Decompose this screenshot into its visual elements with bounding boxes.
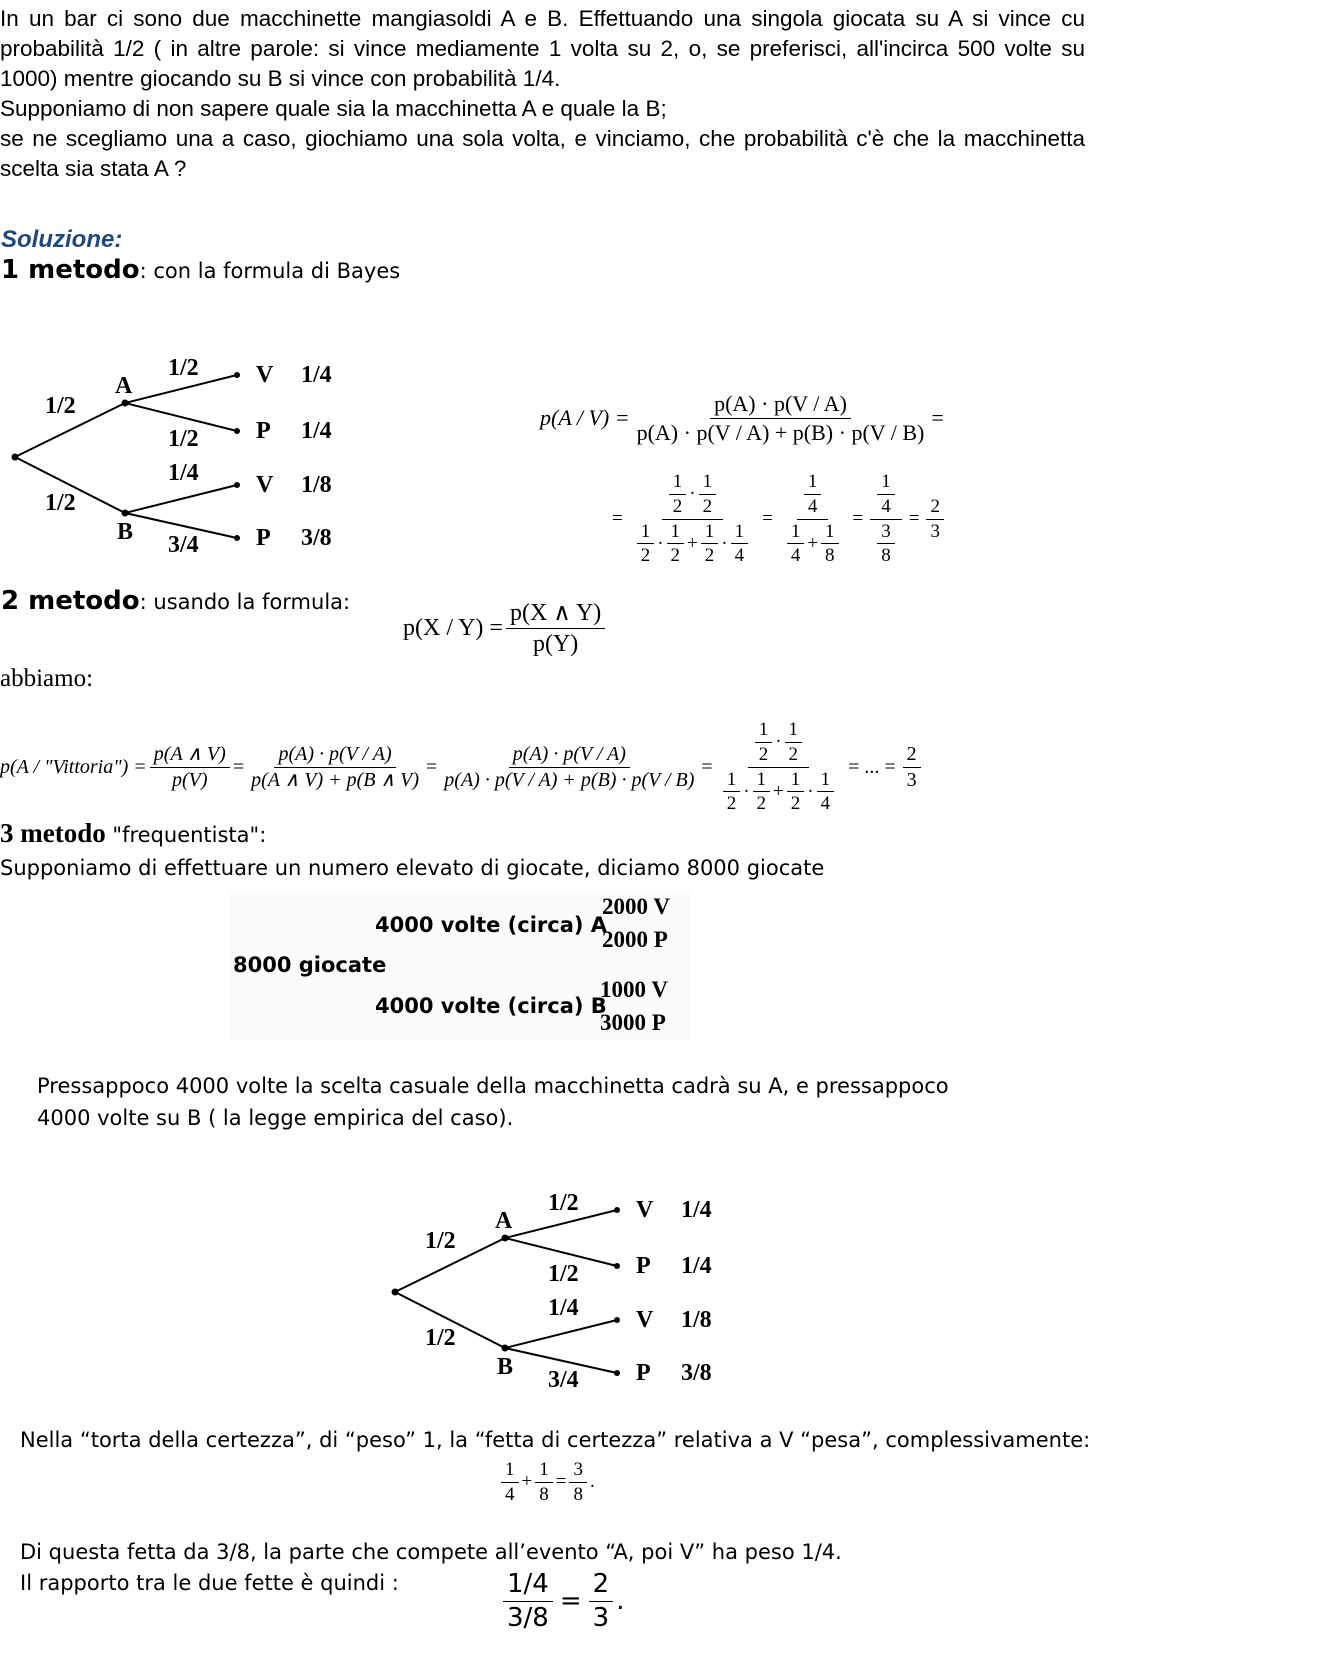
- ratio-numerator: 1/4: [503, 1568, 553, 1602]
- problem-paragraph: Supponiamo di non sapere quale sia la macchinetta A e quale la B;: [0, 96, 667, 121]
- outcome-prob: 1/8: [301, 472, 332, 498]
- digit: 2: [790, 793, 801, 815]
- calc-numerator: [662, 470, 723, 520]
- digit: 2: [702, 495, 713, 517]
- outcome-label: P: [636, 1253, 651, 1279]
- method2-title: 2 metodo: [1, 586, 140, 616]
- result-denominator: 3: [592, 1602, 610, 1633]
- digit: 1: [877, 470, 895, 495]
- digit: 1: [501, 1458, 519, 1483]
- equals-sign: =: [931, 405, 944, 430]
- digit: 8: [825, 545, 835, 567]
- method1-heading: [1, 255, 400, 285]
- method3-title: 3 metodo: [0, 818, 106, 848]
- final-ratio: [500, 1568, 624, 1634]
- digit: 8: [881, 545, 891, 567]
- method1-subtitle: : con la formula di Bayes: [139, 259, 401, 283]
- digit: 2: [640, 545, 651, 567]
- calc-numerator: p(A) · p(V / A): [509, 742, 630, 768]
- plus: +: [773, 780, 784, 802]
- outcome-label: P: [256, 525, 271, 551]
- slice-sum: [498, 1458, 595, 1507]
- digit: 4: [790, 545, 801, 567]
- branch-prob: 1/4: [168, 460, 199, 486]
- digit: 1: [535, 1458, 553, 1483]
- outcome-prob: 3/8: [681, 1360, 712, 1386]
- method2-subtitle: : usando la formula:: [139, 590, 351, 614]
- explanation-paragraph: Il rapporto tra le due fette è quindi :: [20, 1571, 399, 1595]
- outcome-prob: 3/8: [301, 525, 332, 551]
- ratio-denominator: 3/8: [507, 1602, 549, 1633]
- problem-statement: [0, 4, 1085, 184]
- calc-fraction: [440, 742, 698, 793]
- digit: 8: [539, 1483, 549, 1505]
- branch-prob: 1/4: [548, 1295, 579, 1321]
- equals-sign: =: [701, 755, 713, 778]
- digit: 2: [926, 495, 944, 520]
- calc-denominator: [630, 520, 755, 569]
- a-losses: 2000 P: [602, 927, 668, 952]
- dot: ·: [657, 532, 664, 554]
- plus: +: [687, 532, 698, 554]
- frequency-table: [230, 890, 690, 1040]
- bayes-fraction: [633, 390, 929, 446]
- formula-numerator: p(X ∧ Y): [506, 598, 605, 629]
- digit: 2: [704, 545, 715, 567]
- result-fraction: [926, 495, 944, 544]
- calc-denominator: p(V): [172, 768, 208, 791]
- outcome-label: V: [636, 1197, 654, 1223]
- digit: 8: [573, 1483, 583, 1505]
- digit: 2: [903, 742, 921, 768]
- digit: 4: [820, 793, 831, 815]
- calc-lhs: p(A / "Vittoria") =: [0, 755, 147, 778]
- equals-sign: =: [908, 508, 920, 529]
- method2-calculation: [0, 718, 924, 816]
- total-plays: 8000 giocate: [233, 953, 387, 977]
- bayes-calculation: [608, 470, 947, 568]
- dot: ·: [775, 731, 782, 753]
- node-label: B: [117, 519, 134, 545]
- digit: 1: [753, 768, 771, 793]
- branch-prob: 3/4: [168, 532, 199, 558]
- b-wins: 1000 V: [600, 977, 668, 1002]
- digit: 1: [787, 768, 805, 793]
- digit: 2: [788, 743, 799, 765]
- branch-prob: 1/2: [425, 1325, 456, 1351]
- node-label: A: [495, 1208, 513, 1234]
- bayes-formula: [540, 390, 944, 446]
- calc-fraction: [870, 470, 902, 568]
- bayes-lhs: p(A / V) =: [540, 405, 630, 430]
- calc-fraction: [630, 470, 755, 568]
- method3-subtitle: "frequentista":: [105, 823, 267, 847]
- equals-sign: =: [762, 508, 773, 529]
- digit: 4: [881, 495, 891, 517]
- explanation-paragraph: Di questa fetta da 3/8, la parte che compete all’evento “A, poi V” ha peso 1/4.: [20, 1540, 842, 1564]
- conditional-formula: [403, 598, 608, 659]
- digit: 1: [755, 718, 773, 743]
- digit: 4: [807, 495, 818, 517]
- node-label: B: [497, 1354, 514, 1380]
- solution-heading: Soluzione:: [1, 226, 123, 253]
- dot: ·: [721, 532, 728, 554]
- bayes-denominator: p(A) · p(V / A) + p(B) · p(V / B): [636, 419, 925, 445]
- branch-prob: 3/4: [548, 1367, 579, 1393]
- explanation-paragraph: Pressappoco 4000 volte la scelta casuale della macchinetta cadrà su A, e pressappoco 4000 volte su B ( la legge empirica del caso).: [37, 1074, 949, 1130]
- plus: +: [521, 1471, 533, 1493]
- b-plays: 4000 volte (circa) B: [375, 994, 607, 1018]
- probability-tree: [0, 330, 360, 580]
- outcome-prob: 1/8: [681, 1307, 712, 1333]
- calc-fraction: [150, 742, 230, 793]
- equals-sign: =: [426, 755, 438, 778]
- outcome-prob: 1/4: [681, 1197, 712, 1223]
- digit: 2: [756, 793, 767, 815]
- outcome-prob: 1/4: [301, 362, 332, 388]
- method3-intro: Supponiamo di effettuare un numero elevato di giocate, diciamo 8000 giocate: [0, 856, 825, 880]
- equals-sign: =: [232, 755, 245, 778]
- calc-numerator: p(A) · p(V / A): [274, 742, 395, 768]
- outcome-prob: 1/4: [301, 418, 332, 444]
- digit: 2: [726, 793, 737, 815]
- outcome-label: P: [636, 1360, 651, 1386]
- outcome-prob: 1/4: [681, 1253, 712, 1279]
- outcome-label: V: [256, 472, 274, 498]
- equals-sign: =: [559, 1586, 582, 1616]
- bayes-numerator: p(A) · p(V / A): [710, 390, 851, 419]
- calc-numerator: p(A ∧ V): [150, 742, 230, 768]
- digit: 1: [785, 718, 803, 743]
- digit: 1: [787, 520, 805, 545]
- calc-denominator: p(A ∧ V) + p(B ∧ V): [251, 768, 420, 791]
- digit: 1: [731, 520, 749, 545]
- digit: 4: [505, 1483, 515, 1505]
- digit: 2: [670, 545, 681, 567]
- digit: 4: [734, 545, 745, 567]
- digit: 1: [637, 520, 655, 545]
- formula-fraction: [506, 598, 605, 659]
- ellipsis: = ... =: [848, 755, 896, 778]
- formula-lhs: p(X / Y) =: [403, 615, 503, 641]
- probability-tree: [380, 1165, 740, 1415]
- digit: 1: [804, 470, 822, 495]
- ratio-fraction: [503, 1568, 553, 1634]
- calc-denominator: p(A) · p(V / A) + p(B) · p(V / B): [444, 768, 695, 791]
- formula-denominator: p(Y): [532, 631, 579, 657]
- equals-sign: =: [555, 1471, 567, 1493]
- branch-prob: 1/2: [548, 1190, 579, 1216]
- digit: 1: [723, 768, 741, 793]
- result-fraction: [589, 1568, 614, 1634]
- digit: 3: [569, 1458, 587, 1483]
- branch-prob: 1/2: [548, 1261, 579, 1287]
- digit: 1: [669, 470, 687, 495]
- digit: 1: [699, 470, 717, 495]
- abbiamo-text: abbiamo:: [0, 665, 94, 692]
- calc-fraction: [247, 742, 423, 793]
- calc-fraction: [780, 470, 846, 568]
- b-losses: 3000 P: [600, 1010, 666, 1035]
- equals-sign: =: [612, 508, 623, 529]
- branch-prob: 1/2: [45, 393, 76, 419]
- digit: 1: [821, 520, 839, 545]
- plus: +: [807, 532, 819, 554]
- dot: ·: [807, 780, 814, 802]
- problem-paragraph: se ne scegliamo una a caso, giochiamo una sola volta, e vinciamo, che probabilità c'è che la macchinetta scelta sia stata A ?: [0, 126, 1085, 181]
- digit: 2: [758, 743, 769, 765]
- period: .: [616, 1586, 625, 1616]
- period: .: [589, 1471, 595, 1493]
- branch-prob: 1/2: [425, 1228, 456, 1254]
- digit: 3: [906, 768, 917, 791]
- a-wins: 2000 V: [602, 894, 670, 919]
- branch-prob: 1/2: [168, 355, 199, 381]
- dot: ·: [743, 780, 750, 802]
- equals-sign: =: [852, 508, 864, 529]
- branch-prob: 1/2: [45, 490, 76, 516]
- dot: ·: [689, 483, 696, 505]
- explanation-paragraph: Nella “torta della certezza”, di “peso” 1, la “fetta di certezza” relativa a V “pesa”, complessivamente:: [20, 1428, 1091, 1452]
- digit: 3: [930, 520, 940, 542]
- a-plays: 4000 volte (circa) A: [375, 913, 608, 937]
- outcome-label: V: [256, 362, 274, 388]
- branch-prob: 1/2: [168, 426, 199, 452]
- digit: 2: [672, 495, 683, 517]
- problem-paragraph: In un bar ci sono due macchinette mangiasoldi A e B. Effettuando una singola giocata su A si vince cu probabilità 1/2 ( in altre parole: si vince mediamente 1 volta su 2, o, se preferisci, all'incirca 500 volte su 1000) mentre giocando su B si vince con probabilità 1/4.: [0, 6, 1085, 91]
- outcome-label: P: [256, 418, 271, 444]
- method1-title: 1 metodo: [1, 255, 140, 285]
- digit: 1: [817, 768, 835, 793]
- method2-heading: [1, 586, 350, 616]
- node-label: A: [115, 373, 133, 399]
- digit: 1: [667, 520, 685, 545]
- method3-heading: [0, 818, 266, 849]
- result-numerator: 2: [589, 1568, 614, 1602]
- outcome-label: V: [636, 1307, 654, 1333]
- result-fraction: [903, 742, 921, 793]
- digit: 1: [701, 520, 719, 545]
- digit: 3: [877, 520, 895, 545]
- calc-fraction: [716, 718, 841, 816]
